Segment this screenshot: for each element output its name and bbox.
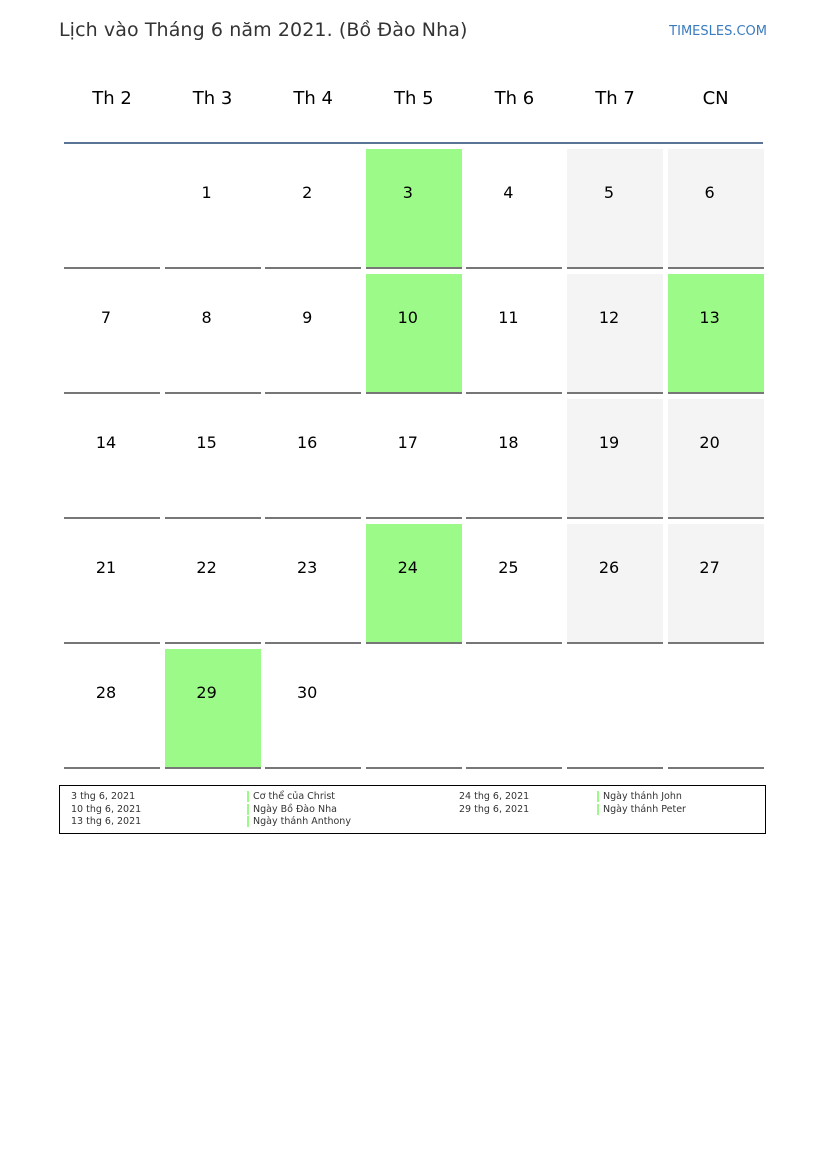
- day-cell[interactable]: [265, 649, 361, 769]
- weekday-header-row: [64, 88, 763, 120]
- legend-holiday-name: Ngày thánh John: [597, 791, 682, 802]
- weekday-header: CN: [702, 88, 729, 109]
- legend-holiday-name: Cơ thể của Christ: [247, 791, 335, 802]
- day-number: 5: [603, 183, 615, 202]
- day-number: 17: [397, 433, 418, 452]
- day-number: 4: [503, 183, 514, 202]
- day-cell[interactable]: [165, 524, 261, 644]
- legend-date: 3 thg 6, 2021: [71, 791, 136, 802]
- legend-holiday-name: Ngày thánh Peter: [597, 804, 686, 815]
- day-number: 6: [704, 183, 715, 202]
- day-number: 10: [397, 308, 418, 327]
- legend-holiday-name: Ngày Bồ Đào Nha: [247, 804, 337, 815]
- day-cell[interactable]: [265, 524, 361, 644]
- day-number: 8: [201, 308, 212, 327]
- day-number: 24: [397, 558, 418, 577]
- day-cell[interactable]: [64, 399, 160, 519]
- weekday-header: Th 7: [595, 88, 635, 109]
- day-number: 22: [196, 558, 217, 577]
- day-cell[interactable]: [265, 274, 361, 394]
- day-cell[interactable]: [567, 399, 663, 519]
- day-number: 1: [201, 183, 212, 202]
- day-cell[interactable]: [64, 274, 160, 394]
- day-cell[interactable]: [366, 399, 462, 519]
- day-cell[interactable]: [668, 399, 764, 519]
- day-number: 23: [297, 558, 318, 577]
- holiday-legend: [59, 785, 766, 834]
- legend-date: 29 thg 6, 2021: [459, 803, 530, 815]
- brand-link[interactable]: TIMESLES.COM: [669, 24, 767, 39]
- day-cell[interactable]: [668, 149, 764, 269]
- weekday-header: Th 4: [293, 88, 333, 109]
- header-divider: [64, 142, 763, 144]
- day-cell[interactable]: [366, 149, 462, 269]
- empty-day-cell: [64, 149, 160, 269]
- empty-day-cell: [466, 649, 562, 769]
- calendar-grid: [64, 149, 763, 771]
- day-number: 2: [302, 183, 313, 202]
- day-number: 21: [95, 558, 117, 577]
- day-number: 15: [196, 433, 217, 452]
- day-number: 12: [598, 308, 620, 327]
- day-number: 18: [498, 433, 519, 452]
- weekday-header: Th 5: [394, 88, 434, 109]
- day-cell[interactable]: [567, 149, 663, 269]
- day-cell[interactable]: [668, 524, 764, 644]
- legend-date: 13 thg 6, 2021: [71, 816, 142, 827]
- page-title: Lịch vào Tháng 6 năm 2021. (Bồ Đào Nha): [59, 19, 468, 41]
- weekday-header: Th 3: [192, 88, 233, 109]
- day-number: 7: [100, 308, 112, 327]
- legend-date: 24 thg 6, 2021: [459, 791, 530, 802]
- day-cell[interactable]: [165, 399, 261, 519]
- day-cell[interactable]: [466, 399, 562, 519]
- day-number: 14: [95, 433, 117, 452]
- day-number: 26: [598, 558, 620, 577]
- day-cell[interactable]: [567, 524, 663, 644]
- day-cell[interactable]: [265, 149, 361, 269]
- day-cell[interactable]: [466, 274, 562, 394]
- day-number: 28: [95, 683, 117, 702]
- day-cell[interactable]: [165, 149, 261, 269]
- day-cell[interactable]: [265, 399, 361, 519]
- day-number: 13: [699, 308, 720, 327]
- day-cell[interactable]: [466, 149, 562, 269]
- day-cell[interactable]: [366, 274, 462, 394]
- weekday-header: Th 6: [494, 88, 535, 109]
- day-cell[interactable]: [567, 274, 663, 394]
- empty-day-cell: [567, 649, 663, 769]
- day-number: 11: [498, 308, 519, 327]
- day-cell[interactable]: [64, 649, 160, 769]
- day-number: 25: [498, 558, 519, 577]
- weekday-header: Th 2: [92, 88, 132, 109]
- legend-holiday-name: Ngày thánh Anthony: [247, 816, 351, 827]
- day-cell[interactable]: [668, 274, 764, 394]
- legend-date: 10 thg 6, 2021: [71, 803, 142, 815]
- day-number: 3: [402, 183, 413, 202]
- day-number: 30: [297, 683, 318, 702]
- day-number: 27: [699, 558, 720, 577]
- day-number: 16: [297, 433, 318, 452]
- day-cell[interactable]: [165, 274, 261, 394]
- day-number: 19: [598, 433, 620, 452]
- empty-day-cell: [366, 649, 462, 769]
- day-number: 9: [302, 308, 313, 327]
- empty-day-cell: [668, 649, 764, 769]
- day-cell[interactable]: [366, 524, 462, 644]
- day-number: 29: [196, 683, 217, 702]
- day-number: 20: [699, 433, 720, 452]
- day-cell[interactable]: [466, 524, 562, 644]
- day-cell[interactable]: [64, 524, 160, 644]
- day-cell[interactable]: [165, 649, 261, 769]
